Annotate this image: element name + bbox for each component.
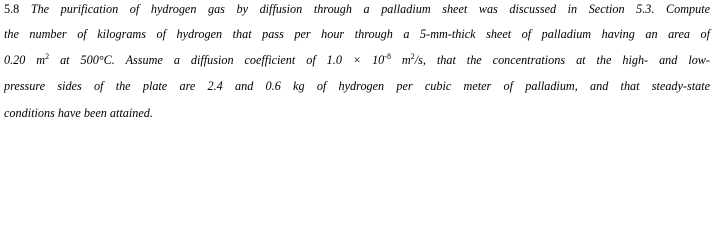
area-value: 0.20 m — [4, 53, 46, 67]
line-3-tail: /s, that the concentrations at the high- and low- — [414, 53, 710, 67]
problem-line-5-text: conditions have been attained. — [4, 106, 153, 120]
problem-line-5 — [4, 105, 153, 121]
problem-line-4-text: pressure sides of the plate are 2.4 and 0.6 kg of hydrogen per cubic meter of palladium, and that steady-state — [4, 79, 710, 93]
problem-line-2 — [4, 26, 710, 42]
area-exponent: 2 — [45, 52, 50, 61]
problem-line-1-text: The purification of hydrogen gas by diffusion through a palladium sheet was discussed in Section 5.3. Compute — [30, 2, 711, 16]
problem-line-3 — [4, 52, 710, 68]
unit-m: m — [390, 53, 411, 67]
line-3-mid: at 500°C. Assume a diffusion coefficient of 1.0 × 10 — [49, 53, 385, 67]
unit-exponent: 2 — [410, 52, 415, 61]
coefficient-exponent: -8 — [384, 52, 391, 61]
problem-number: 5.8 — [4, 2, 20, 16]
problem-line-1 — [4, 1, 710, 17]
problem-line-2-text: the number of kilograms of hydrogen that pass per hour through a 5-mm-thick sheet of palladium having an area of — [4, 27, 710, 41]
problem-line-4 — [4, 78, 710, 94]
